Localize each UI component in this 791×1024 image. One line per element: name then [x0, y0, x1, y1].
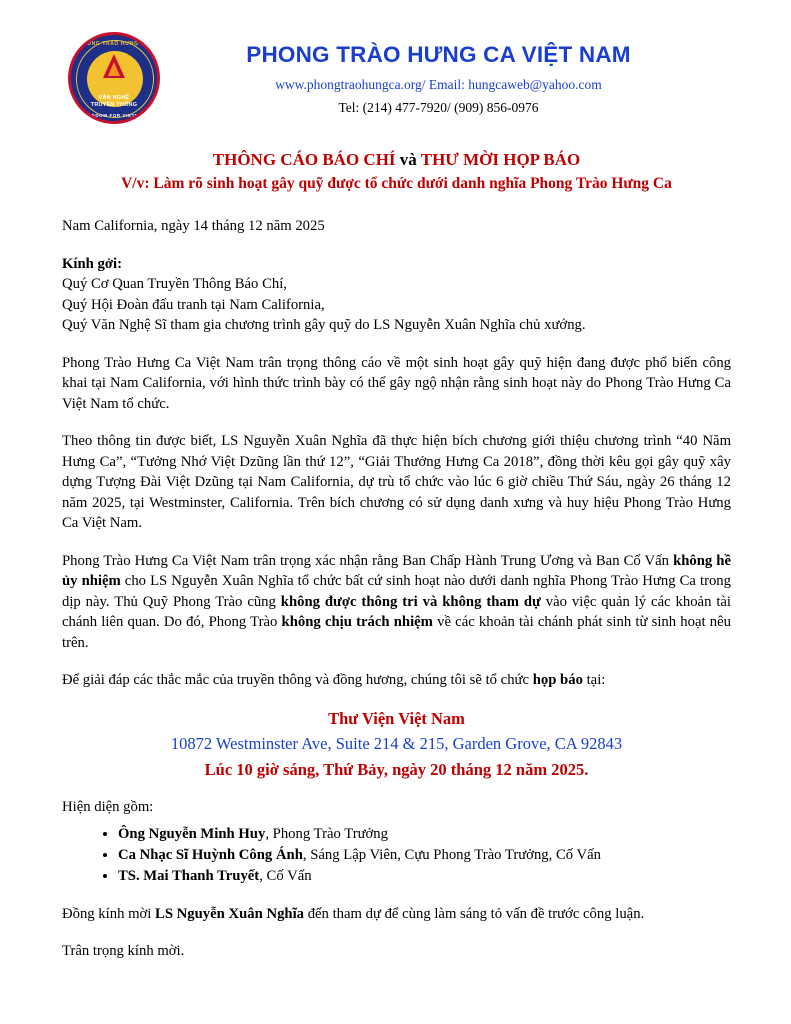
attendees-list [62, 824, 731, 887]
paragraph-4-seg-1: Để giải đáp các thắc mắc của truyền thông và đồng hương, chúng tôi sẽ tổ chức [62, 672, 533, 688]
attendee-name-3: TS. Mai Thanh Truyết [118, 867, 260, 884]
document-body [62, 216, 731, 962]
recipient-line-2: Quý Hội Đoàn đấu tranh tại Nam California, [62, 296, 325, 313]
paragraph-3-bold-2: không được thông tri và không tham dự [280, 593, 541, 610]
paragraph-5-seg-2: đến tham dự để cùng làm sáng tỏ vấn đề trước công luận. [304, 905, 645, 922]
paragraph-5-seg-1: Đồng kính mời [62, 905, 156, 922]
title-block [62, 150, 731, 193]
document-title [62, 150, 731, 170]
title-part-press-release: THÔNG CÁO BÁO CHÍ [212, 150, 396, 169]
paragraph-5 [62, 904, 731, 925]
list-item [118, 845, 731, 866]
logo-container [62, 30, 166, 124]
paragraph-4-seg-2: tại: [582, 672, 606, 688]
paragraph-4 [62, 670, 731, 691]
paragraph-2: Theo thông tin được biết, LS Nguyễn Xuân Nghĩa đã thực hiện bích chương giới thiệu chương trình “40 Năm Hưng Ca”, “Tưởng Nhớ Việt Dzũng lần thứ 12”, “Giải Thưởng Hưng Ca 2018”, đồng thời kêu gọi gây quỹ xây dựng Tượng Đài Việt Dzũng tại Nam California, dự trù tổ chức vào lúc 6 giờ chiều Thứ Sáu, ngày 26 tháng 12 năm 2025, tại Westminster, California. Trên bích chương có sử dụng danh xưng và huy hiệu Phong Trào Hưng Ca Việt Nam. [62, 433, 731, 531]
paragraph-3-seg-4: về các khoản tài chánh phát sinh từ sinh hoạt nêu trên. [62, 614, 731, 651]
recipient-line-3: Quý Văn Nghệ Sĩ tham gia chương trình gây quỹ do LS Nguyễn Xuân Nghĩa chủ xướng. [62, 317, 586, 333]
salutation-heading: Kính gởi: [62, 255, 122, 272]
attendees-heading: Hiện diện gồm: [62, 799, 154, 815]
list-item [118, 824, 731, 845]
document-header [62, 30, 731, 124]
attendee-role-3: , Cố Vấn [259, 867, 312, 884]
logo-arc-bottom-text: FREEDOM FOR VIETNAM [80, 113, 148, 118]
paragraph-3-seg-2: cho LS Nguyễn Xuân Nghĩa tổ chức bất cứ sinh hoạt nào dưới danh nghĩa Phong Trào Hưng Ca trong dịp này. Thủ Quỹ Phong Trào cũng [62, 573, 731, 610]
title-part-invitation: THƯ MỜI HỌP BÁO [420, 150, 581, 169]
paragraph-5-bold: LS Nguyễn Xuân Nghĩa [155, 905, 305, 922]
logo-inner-top-text: VĂN NGHỆ [98, 95, 130, 101]
logo-inner-flame-icon [108, 62, 120, 76]
attendee-role-2: , Sáng Lập Viên, Cựu Phong Trào Trưởng, Cố Vấn [302, 846, 601, 863]
document-subtitle: V/v: Làm rõ sinh hoạt gây quỹ được tổ chức dưới danh nghĩa Phong Trào Hưng Ca [121, 175, 672, 192]
logo-inner-text [71, 95, 157, 109]
header-text-block [166, 30, 731, 116]
paragraph-3-bold-3: không chịu trách nhiệm [281, 614, 433, 630]
venue-name: Thư Viện Việt Nam [328, 708, 465, 728]
paragraph-3-bold-1: không hề ủy nhiệm [62, 552, 731, 589]
paragraph-4-bold: họp báo [532, 672, 583, 688]
attendee-role-1: , Phong Trào Trưởng [265, 825, 388, 842]
paragraph-1: Phong Trào Hưng Ca Việt Nam trân trọng thông cáo về một sinh hoạt gây quỹ hiện đang được phổ biến công khai tại Nam California, với hình thức trình bày có thể gây ngộ nhận rằng sinh hoạt này do Phong Trào Hưng Ca Việt Nam tổ chức. [62, 354, 731, 412]
list-item [118, 866, 731, 887]
closing-line: Trân trọng kính mời. [62, 943, 185, 959]
paragraph-3 [62, 551, 731, 654]
title-conjunction: và [395, 150, 421, 169]
logo-arc-top-text: PHONG TRÀO HƯNG CA [79, 41, 149, 47]
telephone-line: Tel: (214) 477-7920/ (909) 856-0976 [338, 100, 539, 115]
venue-address: 10872 Westminster Ave, Suite 214 & 215, Garden Grove, CA 92843 [170, 734, 623, 753]
recipient-line-1: Quý Cơ Quan Truyền Thông Báo Chí, [62, 276, 287, 292]
organization-logo-icon [68, 32, 160, 124]
organization-name: PHONG TRÀO HƯNG CA VIỆT NAM [246, 42, 631, 67]
paragraph-3-seg-3: vào việc quản lý các khoản tài chánh liên quan. Do đó, Phong Trào [62, 593, 732, 630]
attendee-name-1: Ông Nguyễn Minh Huy [118, 825, 266, 842]
logo-inner-bottom-text: TRUYỀN THỐNG [90, 102, 138, 108]
paragraph-3-seg-1: Phong Trào Hưng Ca Việt Nam trân trọng xác nhận rằng Ban Chấp Hành Trung Ương và Ban Cố Vấn [62, 552, 674, 569]
venue-time: Lúc 10 giờ sáng, Thứ Bảy, ngày 20 tháng 12 năm 2025. [204, 759, 589, 779]
dateline: Nam California, ngày 14 tháng 12 năm 2025 [62, 218, 325, 234]
venue-block [62, 709, 731, 781]
attendee-name-2: Ca Nhạc Sĩ Huỳnh Công Ánh [118, 846, 303, 863]
website-email-line[interactable]: www.phongtraohungca.org/ Email: hungcaweb@yahoo.com [275, 77, 602, 92]
